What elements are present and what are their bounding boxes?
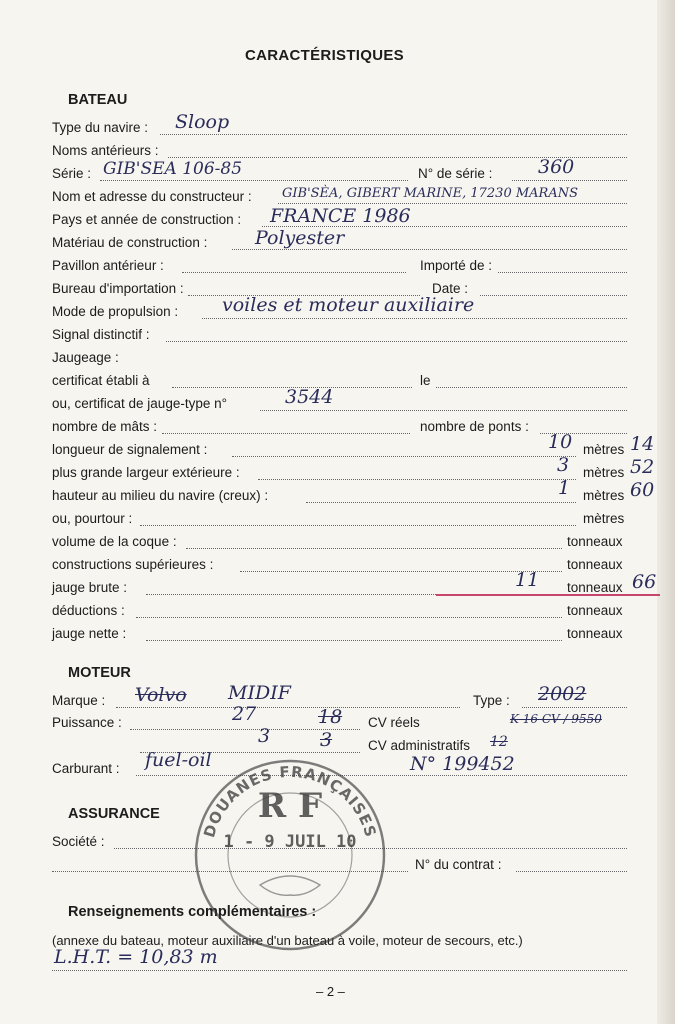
certificat-type-line xyxy=(260,410,627,411)
deductions-unit: tonneaux xyxy=(567,603,623,618)
largeur-line xyxy=(258,479,576,480)
le-label: le xyxy=(420,373,431,388)
propulsion-value: voiles et moteur auxiliaire xyxy=(222,294,475,316)
type-moteur-old: 2002 xyxy=(538,683,587,705)
puissance-value: 27 xyxy=(232,703,257,725)
signal-line xyxy=(166,341,627,342)
longueur-line xyxy=(232,456,576,457)
deductions-line xyxy=(136,617,562,618)
marque-line xyxy=(116,707,460,708)
constructeur-value: GIB'SÈA, GIBERT MARINE, 17230 MARANS xyxy=(282,186,579,201)
page-number: – 2 – xyxy=(316,984,345,999)
ponts-label: nombre de ponts : xyxy=(420,419,529,434)
longueur-cm: 14 xyxy=(630,433,655,455)
constructeur-label: Nom et adresse du constructeur : xyxy=(52,189,252,204)
pavillon-line xyxy=(182,272,406,273)
materiau-value: Polyester xyxy=(255,227,345,249)
renseignements-heading: Renseignements complémentaires : xyxy=(68,904,317,920)
type-moteur-label: Type : xyxy=(473,693,510,708)
renseignements-subtitle: (annexe du bateau, moteur auxiliaire d'un bateau à voile, moteur de secours, etc.) xyxy=(52,933,523,948)
propulsion-label: Mode de propulsion : xyxy=(52,304,179,319)
volume-label: volume de la coque : xyxy=(52,534,177,549)
hauteur-value: 1 xyxy=(558,477,571,499)
deductions-label: déductions : xyxy=(52,603,125,618)
largeur-value: 3 xyxy=(557,454,570,476)
carburant-number: N° 199452 xyxy=(410,753,515,775)
contrat-label: N° du contrat : xyxy=(415,857,502,872)
carburant-label: Carburant : xyxy=(52,761,120,776)
stamp-center-text: R F xyxy=(257,786,323,826)
hauteur-unit: mètres xyxy=(583,488,625,503)
cv-admin-label: CV administratifs xyxy=(368,738,471,753)
constructions-label: constructions supérieures : xyxy=(52,557,214,572)
jaugeage-label: Jaugeage : xyxy=(52,350,119,365)
mats-line xyxy=(162,433,410,434)
pourtour-line xyxy=(140,525,576,526)
pourtour-unit: mètres xyxy=(583,511,625,526)
importe-line xyxy=(498,272,627,273)
largeur-label: plus grande largeur extérieure : xyxy=(52,465,240,480)
hauteur-line xyxy=(306,502,576,503)
customs-stamp xyxy=(190,755,390,955)
serie-value: GIB'SEA 106-85 xyxy=(103,159,243,179)
jauge-brute-unit: tonneaux xyxy=(567,580,623,595)
longueur-unit: mètres xyxy=(583,442,625,457)
marque-value: MIDIF xyxy=(228,682,291,704)
mats-label: nombre de mâts : xyxy=(52,419,158,434)
contrat-line xyxy=(516,871,627,872)
stamp-date-text: 1 - 9 JUIL 10 xyxy=(223,832,357,852)
largeur-unit: mètres xyxy=(583,465,625,480)
bureau-label: Bureau d'importation : xyxy=(52,281,184,296)
no-serie-value: 360 xyxy=(538,156,575,178)
certificat-type-value: 3544 xyxy=(285,386,334,408)
longueur-label: longueur de signalement : xyxy=(52,442,208,457)
jauge-brute-underline xyxy=(436,594,660,596)
cv-admin-value: 3 xyxy=(258,725,271,747)
cv-admin-old2: 12 xyxy=(490,734,508,750)
societe-label: Société : xyxy=(52,834,105,849)
serie-line xyxy=(100,180,408,181)
jauge-nette-label: jauge nette : xyxy=(52,626,127,641)
cv-admin-old: 3 xyxy=(320,729,333,751)
longueur-value: 10 xyxy=(548,431,573,453)
renseignements-line xyxy=(52,970,627,971)
page-title: CARACTÉRISTIQUES xyxy=(245,47,404,64)
pays-value: FRANCE 1986 xyxy=(270,205,411,227)
type-value: Sloop xyxy=(175,111,230,133)
signal-label: Signal distinctif : xyxy=(52,327,150,342)
materiau-line xyxy=(232,249,627,250)
volume-line xyxy=(186,548,562,549)
date-line xyxy=(480,295,627,296)
le-line xyxy=(436,387,627,388)
cv-reels-old: K 16 CV / 9550 xyxy=(510,712,602,726)
type-line xyxy=(160,134,627,135)
type-label: Type du navire : xyxy=(52,120,149,135)
puissance-label: Puissance : xyxy=(52,715,122,730)
jauge-brute-value: 11 xyxy=(515,569,540,591)
jauge-nette-line xyxy=(146,640,562,641)
materiau-label: Matériau de construction : xyxy=(52,235,208,250)
pays-label: Pays et année de construction : xyxy=(52,212,242,227)
propulsion-line xyxy=(202,318,627,319)
marque-label: Marque : xyxy=(52,693,106,708)
largeur-cm: 52 xyxy=(630,456,655,478)
hauteur-cm: 60 xyxy=(630,479,655,501)
page-edge xyxy=(657,0,675,1024)
jauge-brute-label: jauge brute : xyxy=(52,580,128,595)
date-label: Date : xyxy=(432,281,469,296)
cv-reels-label: CV réels xyxy=(368,715,420,730)
renseignements-value: L.H.T. = 10,83 m xyxy=(54,946,218,968)
jauge-nette-unit: tonneaux xyxy=(567,626,623,641)
certificat-type-label: ou, certificat de jauge-type n° xyxy=(52,396,227,411)
volume-unit: tonneaux xyxy=(567,534,623,549)
stamp-emblem xyxy=(260,876,320,895)
constructions-line xyxy=(240,571,562,572)
puissance-old: 18 xyxy=(318,706,343,728)
carburant-value: fuel-oil xyxy=(145,749,212,771)
assurance-heading: ASSURANCE xyxy=(68,806,160,822)
bateau-heading: BATEAU xyxy=(68,92,128,108)
jauge-brute-extra: 66 xyxy=(632,571,657,593)
pourtour-label: ou, pourtour : xyxy=(52,511,133,526)
hauteur-label: hauteur au milieu du navire (creux) : xyxy=(52,488,269,503)
noms-label: Noms antérieurs : xyxy=(52,143,159,158)
pavillon-label: Pavillon antérieur : xyxy=(52,258,164,273)
no-serie-line xyxy=(512,180,627,181)
moteur-heading: MOTEUR xyxy=(68,665,131,681)
stamp-arc-text: DOUANES FRANÇAISES xyxy=(200,762,380,840)
constructions-unit: tonneaux xyxy=(567,557,623,572)
importe-label: Importé de : xyxy=(420,258,493,273)
marque-old: Volvo xyxy=(135,684,187,706)
certificat-label: certificat établi à xyxy=(52,373,150,388)
serie-label: Série : xyxy=(52,166,92,181)
no-serie-label: N° de série : xyxy=(418,166,493,181)
